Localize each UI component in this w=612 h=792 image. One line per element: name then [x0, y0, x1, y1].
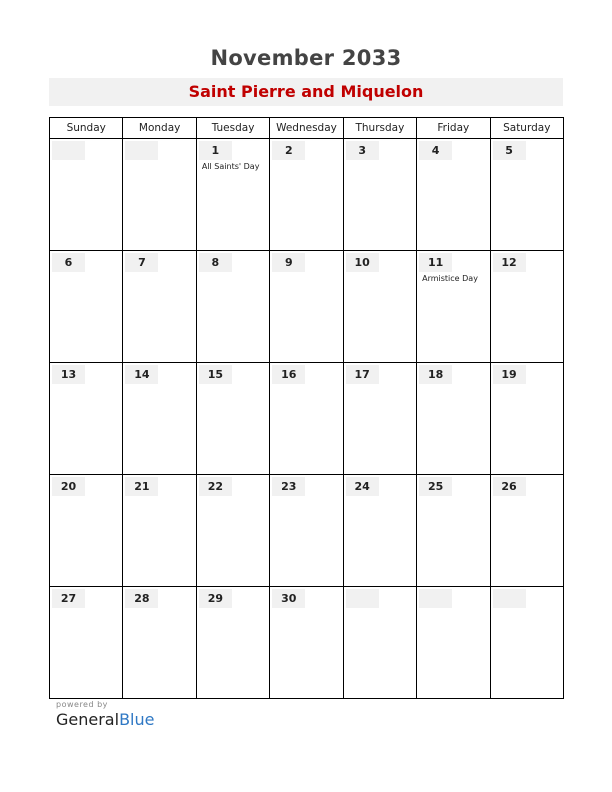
day-number: 28	[125, 589, 158, 608]
weekday-header-row	[50, 118, 564, 139]
day-number	[419, 589, 452, 608]
day-number: 15	[199, 365, 232, 384]
weekday-monday: Monday	[123, 118, 196, 139]
day-cell	[270, 363, 343, 475]
day-cell	[417, 587, 490, 699]
day-number: 5	[493, 141, 526, 160]
day-cell	[196, 251, 269, 363]
day-number: 23	[272, 477, 305, 496]
day-cell	[123, 363, 196, 475]
holiday-label: All Saints' Day	[201, 162, 260, 171]
day-cell	[50, 587, 123, 699]
day-cell	[50, 363, 123, 475]
day-cell	[490, 363, 563, 475]
region-title: Saint Pierre and Miquelon	[49, 78, 563, 106]
day-number: 7	[125, 253, 158, 272]
day-number: 12	[493, 253, 526, 272]
day-number: 22	[199, 477, 232, 496]
generalblue-logo[interactable]	[56, 710, 154, 729]
day-number: 19	[493, 365, 526, 384]
week-row	[50, 139, 564, 251]
day-cell	[196, 475, 269, 587]
day-number: 29	[199, 589, 232, 608]
day-number: 14	[125, 365, 158, 384]
weekday-tuesday: Tuesday	[196, 118, 269, 139]
page-title: November 2033	[210, 46, 402, 70]
holiday-label: Armistice Day	[422, 274, 478, 283]
day-cell	[490, 139, 563, 251]
day-number: 18	[419, 365, 452, 384]
day-number: 6	[52, 253, 85, 272]
day-number	[346, 589, 379, 608]
day-number: 1	[199, 141, 232, 160]
day-number: 26	[493, 477, 526, 496]
day-number: 9	[272, 253, 305, 272]
day-cell	[196, 363, 269, 475]
day-number: 13	[52, 365, 85, 384]
footer	[56, 700, 154, 729]
week-row	[50, 587, 564, 699]
weekday-thursday: Thursday	[343, 118, 416, 139]
day-cell	[270, 475, 343, 587]
day-cell	[123, 139, 196, 251]
day-number: 3	[346, 141, 379, 160]
calendar-grid	[49, 117, 564, 699]
day-cell	[343, 139, 416, 251]
weekday-saturday: Saturday	[490, 118, 563, 139]
weekday-wednesday: Wednesday	[270, 118, 343, 139]
week-row	[50, 251, 564, 363]
day-cell	[417, 251, 490, 363]
day-number: 4	[419, 141, 452, 160]
day-cell	[417, 139, 490, 251]
day-cell	[417, 363, 490, 475]
day-number: 30	[272, 589, 305, 608]
day-cell	[196, 587, 269, 699]
day-cell	[50, 251, 123, 363]
day-cell	[123, 251, 196, 363]
day-number: 24	[346, 477, 379, 496]
day-cell	[343, 251, 416, 363]
day-number: 17	[346, 365, 379, 384]
day-cell	[343, 475, 416, 587]
day-number	[52, 141, 85, 160]
day-number: 20	[52, 477, 85, 496]
day-cell	[490, 587, 563, 699]
powered-by-label: powered by	[56, 700, 108, 709]
day-number: 8	[199, 253, 232, 272]
brand-blue-text: Blue	[119, 710, 155, 729]
day-cell	[343, 363, 416, 475]
day-cell	[50, 475, 123, 587]
brand-general-text: General	[56, 710, 120, 729]
week-row	[50, 475, 564, 587]
day-cell	[50, 139, 123, 251]
day-cell	[270, 251, 343, 363]
day-cell	[123, 587, 196, 699]
week-row	[50, 363, 564, 475]
day-number: 11	[419, 253, 452, 272]
day-number	[493, 589, 526, 608]
weekday-sunday: Sunday	[50, 118, 123, 139]
day-number: 25	[419, 477, 452, 496]
day-cell	[270, 139, 343, 251]
day-number: 21	[125, 477, 158, 496]
weekday-friday: Friday	[417, 118, 490, 139]
day-number: 2	[272, 141, 305, 160]
day-cell	[490, 475, 563, 587]
day-number: 10	[346, 253, 379, 272]
day-cell	[123, 475, 196, 587]
day-number: 27	[52, 589, 85, 608]
day-cell	[417, 475, 490, 587]
day-cell	[196, 139, 269, 251]
day-cell	[343, 587, 416, 699]
day-number	[125, 141, 158, 160]
day-number: 16	[272, 365, 305, 384]
day-cell	[270, 587, 343, 699]
day-cell	[490, 251, 563, 363]
